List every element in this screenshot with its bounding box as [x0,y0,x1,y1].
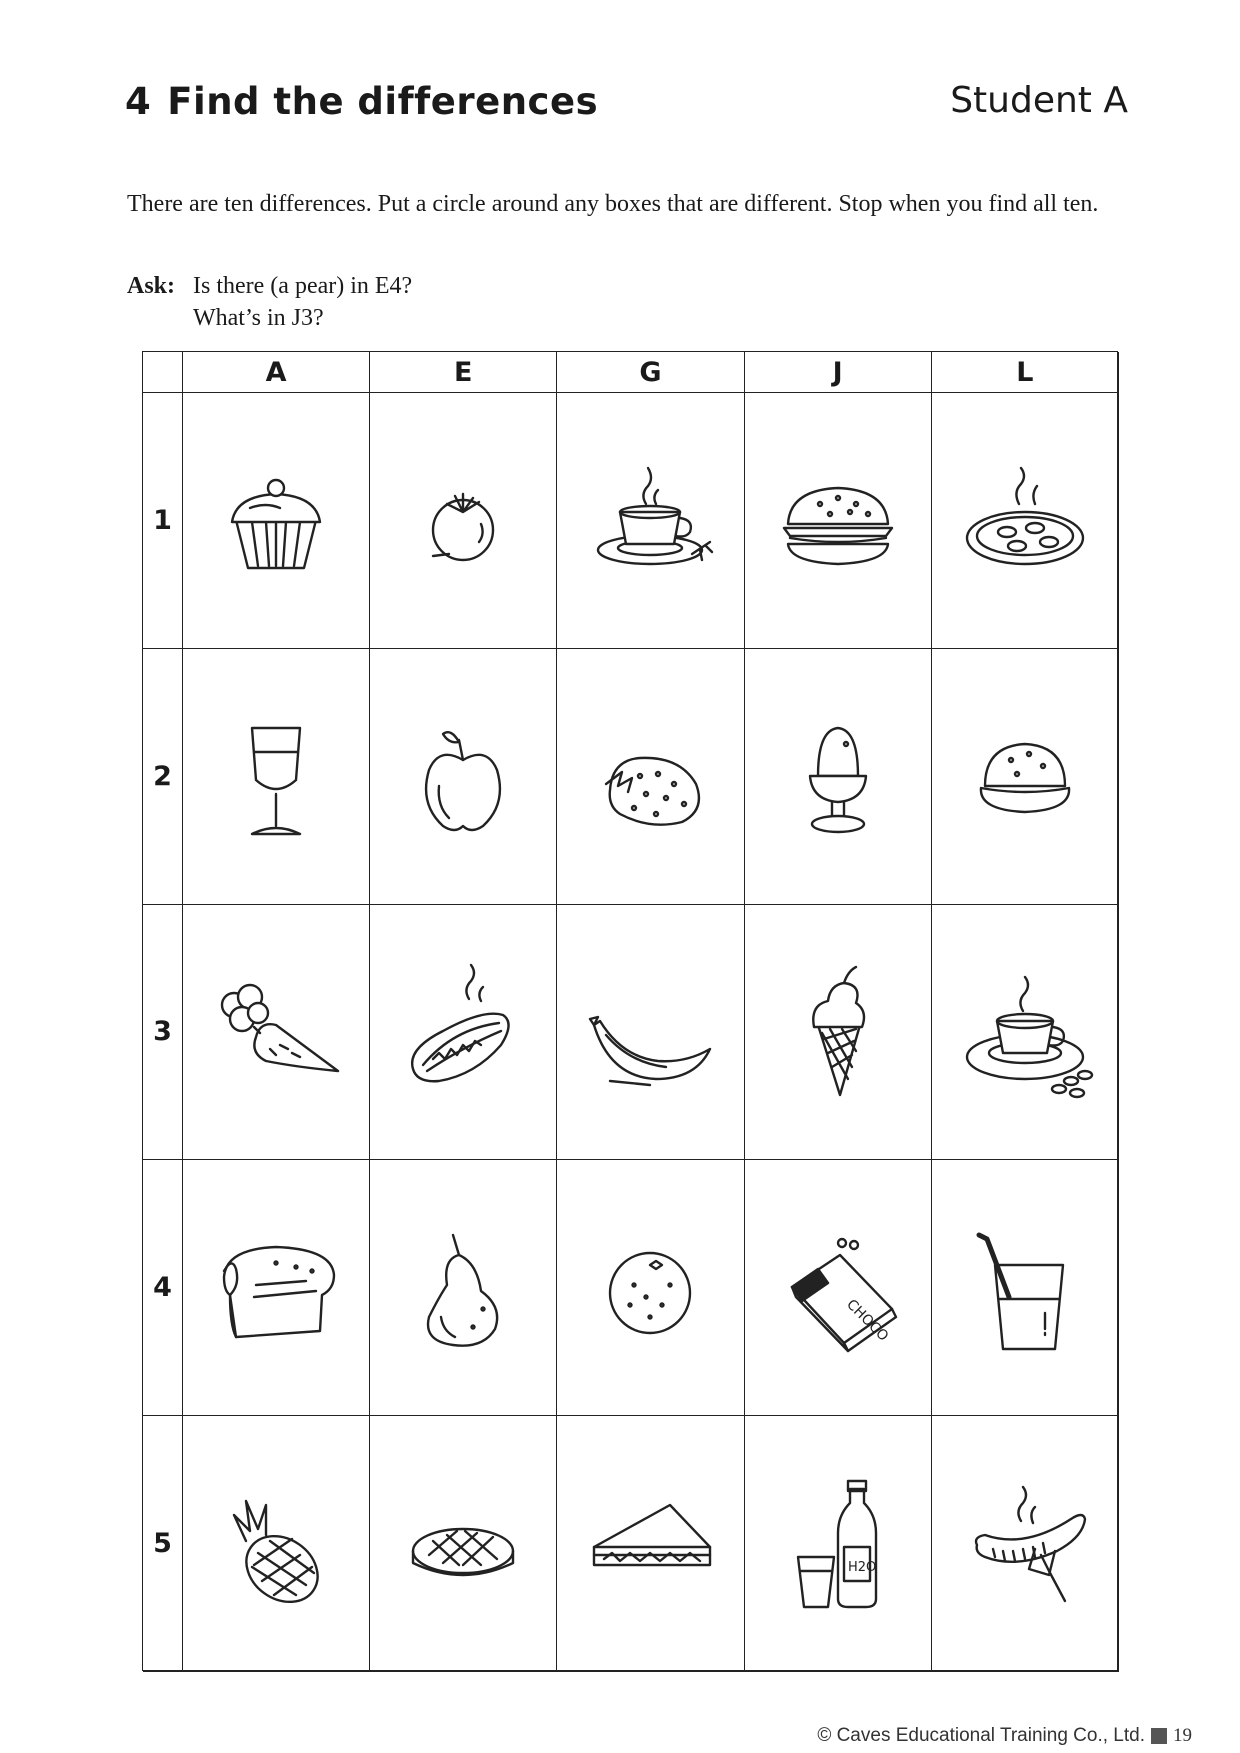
strawberry-icon [570,694,730,859]
bread-loaf-icon [196,1205,356,1370]
grid-cell-e3[interactable] [370,905,557,1161]
grid-cell-a3[interactable] [183,905,370,1161]
biscuit-icon [383,1461,543,1626]
row-header-1: 1 [143,393,183,649]
grid-cell-j4[interactable] [745,1160,932,1416]
ask-question-1: Is there (a pear) in E4? [193,273,413,299]
ask-label: Ask: [127,273,176,299]
grid-cell-l5[interactable] [932,1416,1119,1672]
orange-icon [570,1205,730,1370]
grid-cell-j1[interactable] [745,393,932,649]
grid-cell-j5[interactable] [745,1416,932,1672]
grid-cell-a4[interactable] [183,1160,370,1416]
section-title: Find the differences [167,80,599,123]
pineapple-icon [196,1461,356,1626]
row-header-4: 4 [143,1160,183,1416]
section-number: 4 [125,80,152,123]
differences-grid [142,351,1118,1671]
grid-cell-j3[interactable] [745,905,932,1161]
coffee-cup-icon [945,949,1105,1114]
boiled-egg-icon [758,694,918,859]
page-footer [817,1725,1192,1747]
banana-icon [570,949,730,1114]
grid-cell-a5[interactable] [183,1416,370,1672]
hot-dog-icon [383,949,543,1114]
water-bottle-icon [758,1461,918,1626]
tea-cup-icon [570,438,730,603]
copyright-text: © Caves Educational Training Co., Ltd. [817,1725,1145,1746]
grid-cell-e1[interactable] [370,393,557,649]
ask-question-2: What’s in J3? [193,305,324,331]
row-header-5: 5 [143,1416,183,1672]
juice-glass-icon [945,1205,1105,1370]
column-header-j: J [745,352,932,393]
grid-cell-g2[interactable] [557,649,744,905]
ask-block [127,270,412,334]
grid-cell-e5[interactable] [370,1416,557,1672]
grid-corner [143,352,183,393]
grid-cell-g4[interactable] [557,1160,744,1416]
instructions: There are ten differences. Put a circle around any boxes that are different. Stop when you find all ten. [127,191,1099,217]
row-header-2: 2 [143,649,183,905]
tomato-icon [383,438,543,603]
grid-cell-j2[interactable] [745,649,932,905]
column-header-a: A [183,352,370,393]
sausage-fork-icon [945,1461,1105,1626]
student-label: Student A [950,80,1128,121]
burger-icon [758,438,918,603]
column-header-g: G [557,352,744,393]
grid-cell-l2[interactable] [932,649,1119,905]
column-header-l: L [932,352,1119,393]
pear-icon [383,1205,543,1370]
grid-cell-l4[interactable] [932,1160,1119,1416]
wine-glass-icon [196,694,356,859]
pizza-icon [945,438,1105,603]
grid-cell-l1[interactable] [932,393,1119,649]
row-header-3: 3 [143,905,183,1161]
svg-text:CHOCO: CHOCO [842,1296,892,1345]
svg-text:H2O: H2O [847,1560,876,1576]
apple-icon [383,694,543,859]
page-title [125,80,598,123]
page-number: 19 [1173,1725,1192,1746]
cupcake-icon [196,438,356,603]
chocolate-bar-icon [758,1205,918,1370]
column-header-e: E [370,352,557,393]
ice-cream-icon [758,949,918,1114]
grid-cell-e2[interactable] [370,649,557,905]
carrot-icon [196,949,356,1114]
footer-square-icon [1151,1728,1167,1744]
grid-cell-a2[interactable] [183,649,370,905]
grid-cell-e4[interactable] [370,1160,557,1416]
grid-cell-g1[interactable] [557,393,744,649]
sandwich-icon [570,1461,730,1626]
grid-cell-g5[interactable] [557,1416,744,1672]
grid-cell-l3[interactable] [932,905,1119,1161]
bun-icon [945,694,1105,859]
grid-cell-g3[interactable] [557,905,744,1161]
grid-cell-a1[interactable] [183,393,370,649]
